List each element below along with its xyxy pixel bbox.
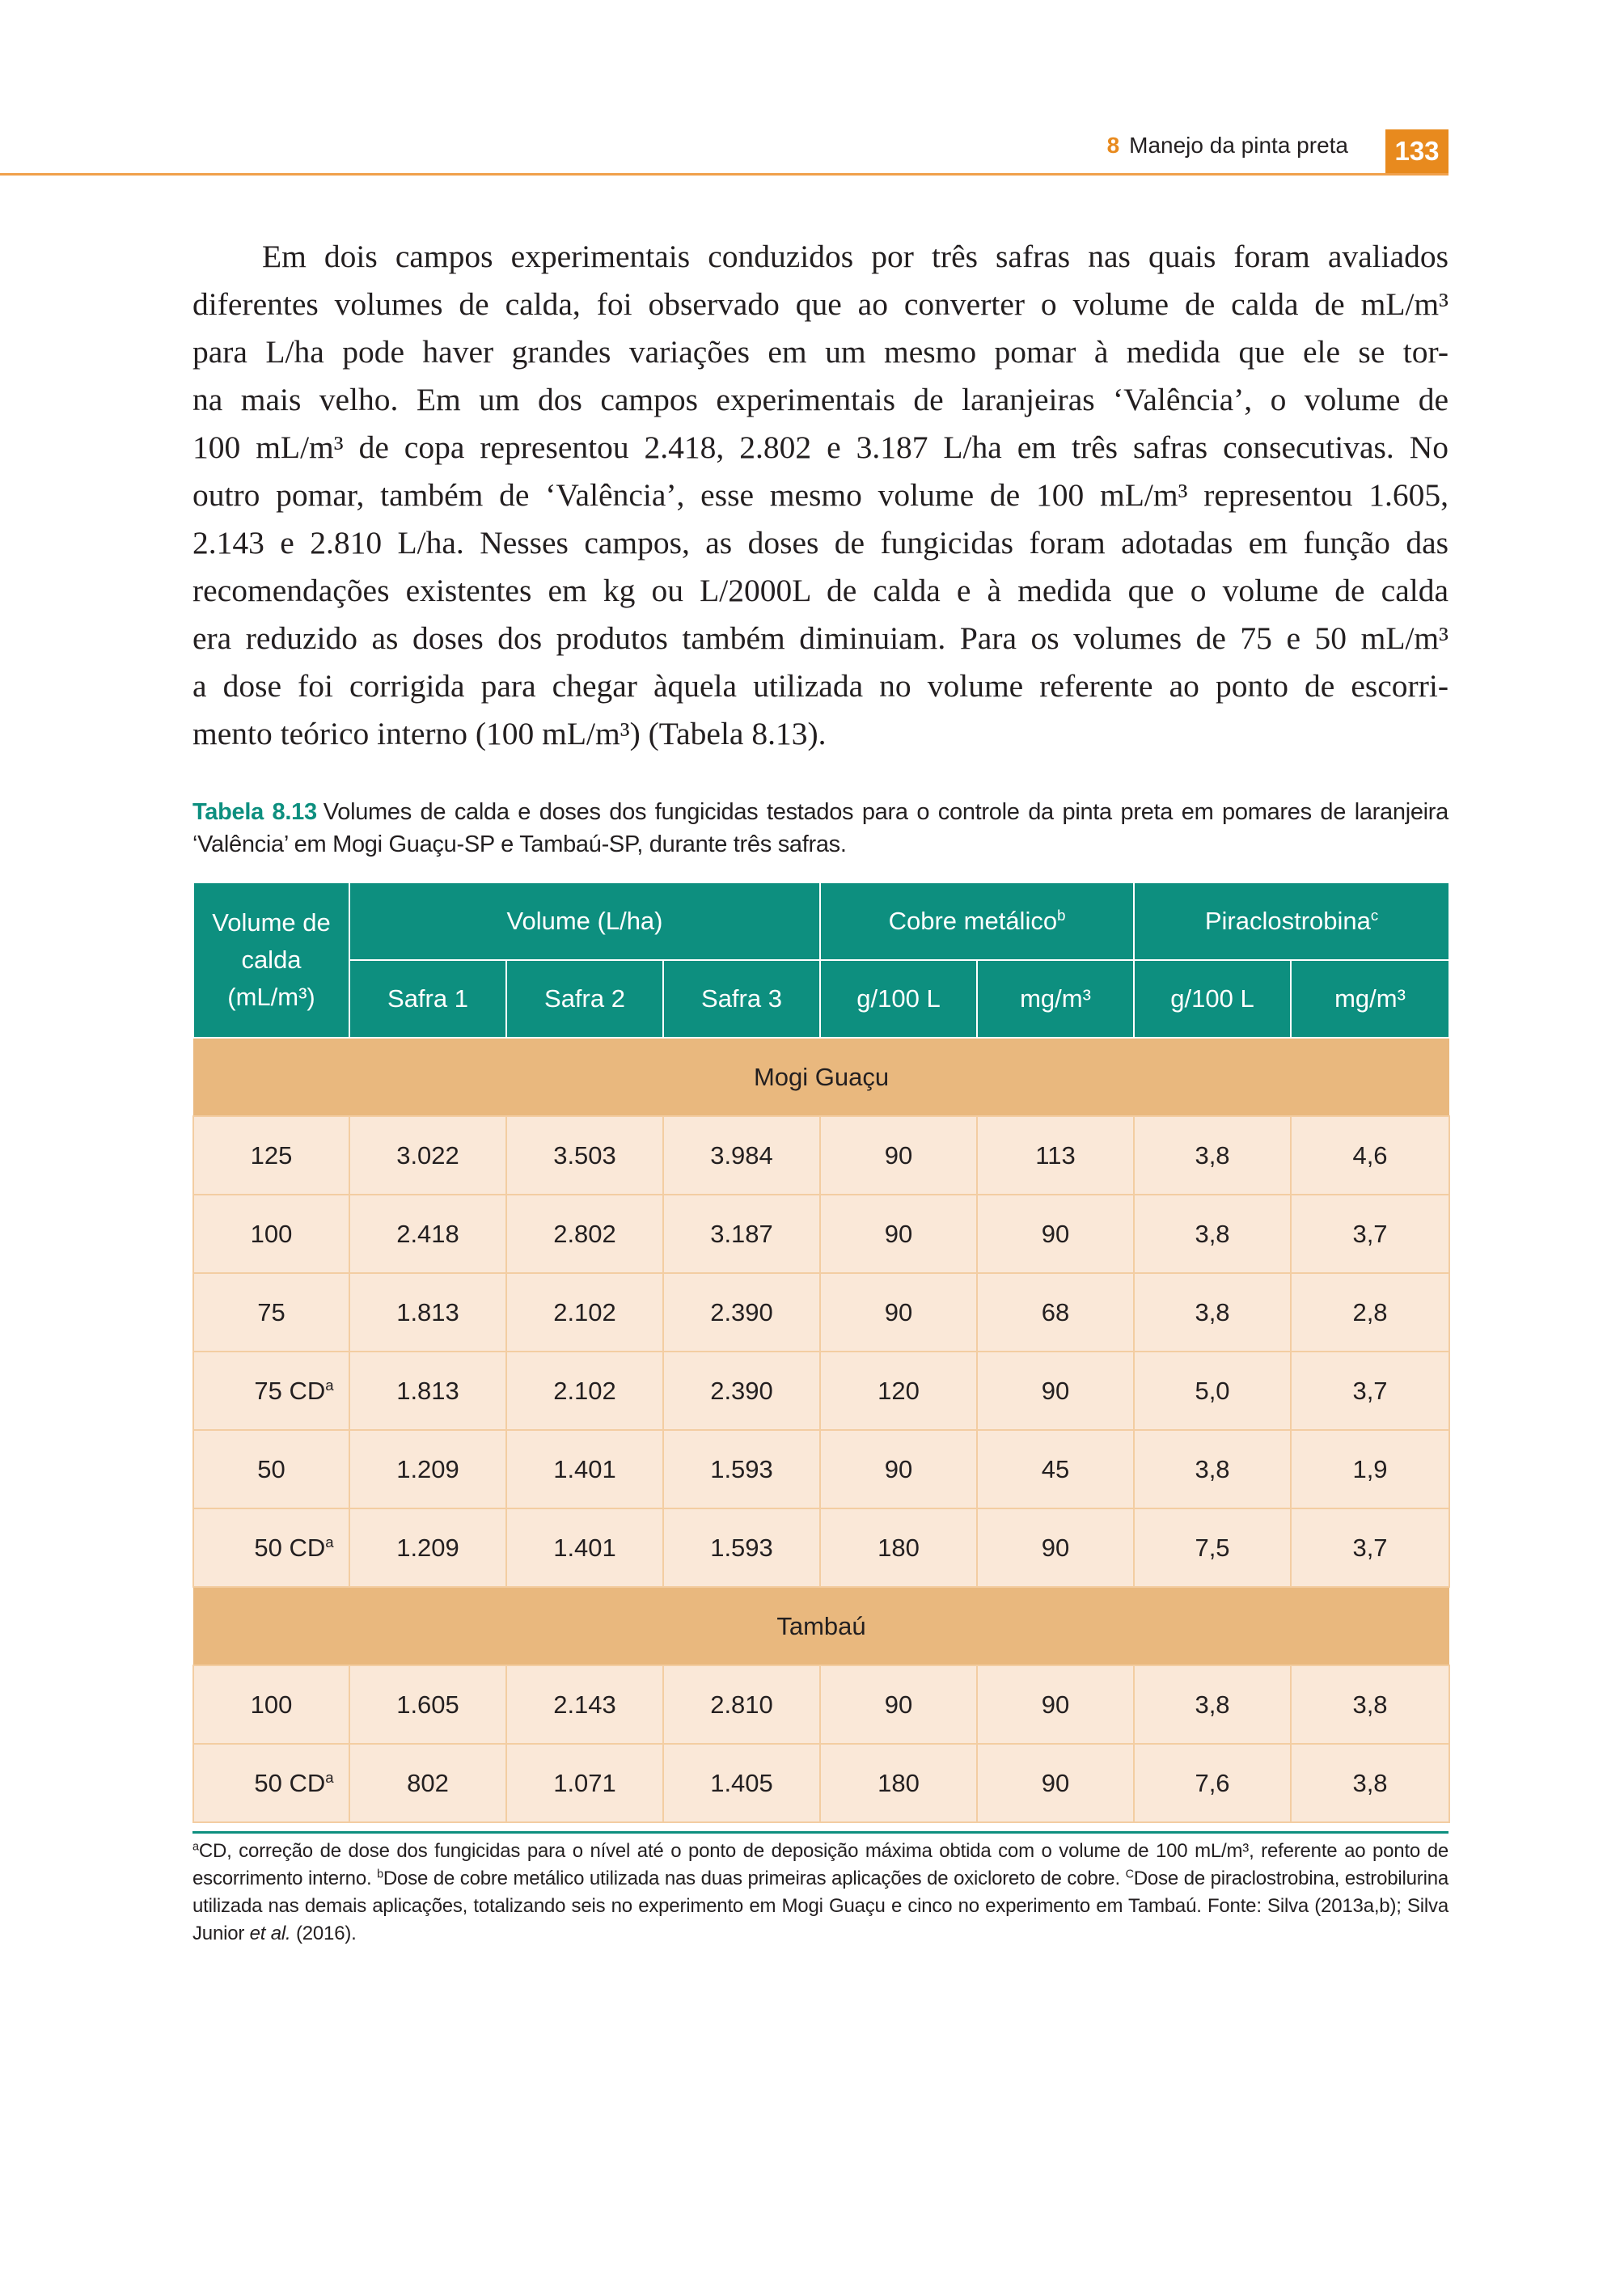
table-cell: 3.022 [349, 1116, 506, 1195]
table-cell: 2.102 [506, 1273, 663, 1352]
table-cell: 3,7 [1291, 1352, 1449, 1430]
table-cell: 2,8 [1291, 1273, 1449, 1352]
table-cell: 3,8 [1134, 1195, 1291, 1273]
group-label: Tambaú [193, 1587, 1449, 1665]
footnote-a: CD, correção de dose dos fungicidas para o nível até o ponto de deposição máxima obtida com o volume de 100 mL/m³, referente ao ponto de escorrimento interno. [192, 1840, 1448, 1889]
body-paragraph [192, 233, 1448, 758]
volume-calda-value [251, 1220, 293, 1248]
table-cell: 3,8 [1291, 1744, 1449, 1822]
table-cell: 1.401 [506, 1508, 663, 1587]
volume-calda-text: 75 CD [254, 1376, 326, 1405]
header-safra-2: Safra 2 [506, 960, 663, 1038]
caption-text: Volumes de calda e doses dos fungicidas testados para o controle da pinta preta em pomares de laranjeira ‘Valência’ em Mogi Guaçu-SP e Tambaú-SP, durante três safras. [192, 799, 1448, 857]
header-safra-3: Safra 3 [663, 960, 820, 1038]
data-table [192, 882, 1450, 1823]
table-cell: 4,6 [1291, 1116, 1449, 1195]
table-cell: 3,8 [1291, 1665, 1449, 1744]
table-cell: 90 [820, 1116, 977, 1195]
table-cell: 90 [820, 1273, 977, 1352]
table-cell: 1.813 [349, 1273, 506, 1352]
volume-calda-text: 75 [257, 1297, 285, 1326]
table-cell: 1,9 [1291, 1430, 1449, 1508]
table-cell: 3.187 [663, 1195, 820, 1273]
header-volume-calda-line1: Volume de [212, 908, 331, 937]
table-cell: 120 [820, 1352, 977, 1430]
header-piraclo-mgm3: mg/m³ [1291, 960, 1449, 1038]
volume-calda-text: 125 [250, 1140, 293, 1170]
table-cell: 1.593 [663, 1508, 820, 1587]
cd-footnote-marker: a [325, 1768, 334, 1786]
table-cell: 180 [820, 1508, 977, 1587]
paragraph-line: 100 mL/m³ de copa representou 2.418, 2.802 e 3.187 L/ha em três safras consecutivas. No [192, 429, 1448, 465]
paragraph-line: na mais velho. Em um dos campos experimentais de laranjeiras ‘Valência’, o volume de [192, 382, 1448, 417]
volume-calda-text: 100 [250, 1690, 293, 1719]
table-cell: 1.593 [663, 1430, 820, 1508]
paragraph-line: Em dois campos experimentais conduzidos por três safras nas quais foram avaliados [262, 239, 1448, 274]
volume-calda-cell [193, 1665, 349, 1744]
header-volume-lha: Volume (L/ha) [349, 882, 820, 960]
volume-calda-cell [193, 1116, 349, 1195]
volume-calda-value [254, 1377, 333, 1405]
table-cell: 1.209 [349, 1508, 506, 1587]
table-row [193, 1273, 1449, 1352]
footnote-et-al: et al. [249, 1923, 291, 1944]
table-cell: 90 [977, 1508, 1134, 1587]
footnote-c-sup: C [1125, 1868, 1134, 1881]
table-cell: 90 [820, 1430, 977, 1508]
volume-calda-value [251, 1141, 293, 1170]
table-cell: 3,7 [1291, 1508, 1449, 1587]
table-cell: 90 [977, 1744, 1134, 1822]
header-cobre-metalico [820, 882, 1134, 960]
table-row [193, 1352, 1449, 1430]
piraclo-label: Piraclostrobina [1204, 907, 1371, 935]
table-cell: 90 [820, 1665, 977, 1744]
page-number: 133 [1385, 129, 1448, 173]
header-safra-1: Safra 1 [349, 960, 506, 1038]
table-cell: 180 [820, 1744, 977, 1822]
volume-calda-cell [193, 1195, 349, 1273]
paragraph-line: recomendações existentes em kg ou L/2000L de calda e à medida que o volume de calda [192, 573, 1448, 608]
table-footnote [192, 1838, 1448, 1948]
footnote-year: (2016). [295, 1923, 357, 1944]
paragraph-line: era reduzido as doses dos produtos também diminuiam. Para os volumes de 75 e 50 mL/m³ [192, 620, 1448, 656]
header-cobre-g100l: g/100 L [820, 960, 977, 1038]
header-volume-calda-line3: (mL/m³) [227, 983, 315, 1011]
table-cell: 90 [977, 1665, 1134, 1744]
footnote-b-sup: b [377, 1868, 383, 1881]
table-cell: 7,6 [1134, 1744, 1291, 1822]
table-cell: 1.405 [663, 1744, 820, 1822]
chapter-number: 8 [1106, 133, 1120, 158]
header-piraclostrobina [1134, 882, 1449, 960]
table-cell: 90 [977, 1352, 1134, 1430]
table-cell: 802 [349, 1744, 506, 1822]
header-volume-calda-line2: calda [241, 946, 302, 974]
table-caption [192, 796, 1448, 861]
table-body [193, 1038, 1449, 1822]
caption-label: Tabela 8.13 [192, 799, 317, 825]
table-bottom-rule [192, 1831, 1448, 1834]
footnote-c: Dose de piraclostrobina, estrobilurina utilizada nas demais aplicações, totalizando seis no experimento em Mogi Guaçu e cinco no experimento em Tambaú. Fonte: Silva (2013a,b); Silva Junior [192, 1868, 1448, 1944]
table-row [193, 1195, 1449, 1273]
table-cell: 1.605 [349, 1665, 506, 1744]
table-cell: 1.071 [506, 1744, 663, 1822]
volume-calda-cell [193, 1273, 349, 1352]
paragraph-line: a dose foi corrigida para chegar àquela utilizada no volume referente ao ponto de escorri- [192, 668, 1448, 704]
volume-calda-cell [193, 1352, 349, 1430]
cd-footnote-marker: a [325, 1533, 334, 1551]
table-cell: 68 [977, 1273, 1134, 1352]
table-cell: 2.802 [506, 1195, 663, 1273]
table-cell: 3,8 [1134, 1273, 1291, 1352]
volume-calda-value [257, 1455, 285, 1483]
table-row [193, 1508, 1449, 1587]
paragraph-line: diferentes volumes de calda, foi observado que ao converter o volume de calda de mL/m³ [192, 286, 1448, 322]
table-row [193, 1665, 1449, 1744]
header-piraclo-g100l: g/100 L [1134, 960, 1291, 1038]
cd-footnote-marker: a [325, 1376, 334, 1394]
table-cell: 2.390 [663, 1273, 820, 1352]
table-cell: 113 [977, 1116, 1134, 1195]
table-cell: 90 [820, 1195, 977, 1273]
paragraph-line: outro pomar, também de ‘Valência’, esse mesmo volume de 100 mL/m³ representou 1.605, [192, 477, 1448, 513]
group-row [193, 1587, 1449, 1665]
table-row [193, 1744, 1449, 1822]
table-cell: 3,7 [1291, 1195, 1449, 1273]
table-cell: 5,0 [1134, 1352, 1291, 1430]
table-cell: 3.503 [506, 1116, 663, 1195]
table-cell: 1.813 [349, 1352, 506, 1430]
cobre-label: Cobre metálico [888, 907, 1058, 935]
volume-calda-text: 50 [257, 1454, 285, 1483]
table-cell: 1.401 [506, 1430, 663, 1508]
table-cell: 45 [977, 1430, 1134, 1508]
volume-calda-text: 100 [250, 1219, 293, 1248]
piraclo-sup: c [1370, 906, 1379, 924]
volume-calda-cell [193, 1430, 349, 1508]
header-cobre-mgm3: mg/m³ [977, 960, 1134, 1038]
table-cell: 3,8 [1134, 1116, 1291, 1195]
volume-calda-text: 50 CD [254, 1533, 326, 1562]
table-cell: 2.390 [663, 1352, 820, 1430]
table-row [193, 1116, 1449, 1195]
volume-calda-cell [193, 1508, 349, 1587]
volume-calda-text: 50 CD [254, 1768, 326, 1797]
table-cell: 2.143 [506, 1665, 663, 1744]
header-chapter [1107, 133, 1348, 159]
header-volume-calda [193, 882, 349, 1038]
chapter-title: Manejo da pinta preta [1129, 133, 1348, 158]
footnote-a-sup: a [192, 1840, 199, 1854]
volume-calda-value [257, 1298, 285, 1326]
table-cell: 3,8 [1134, 1665, 1291, 1744]
group-label: Mogi Guaçu [193, 1038, 1449, 1116]
table-cell: 90 [977, 1195, 1134, 1273]
table-cell: 3,8 [1134, 1430, 1291, 1508]
volume-calda-value [251, 1690, 293, 1719]
table-cell: 2.418 [349, 1195, 506, 1273]
cobre-sup: b [1057, 906, 1066, 924]
paragraph-line: para L/ha pode haver grandes variações em um mesmo pomar à medida que ele se tor- [192, 334, 1448, 370]
table-row [193, 1430, 1449, 1508]
table-cell: 1.209 [349, 1430, 506, 1508]
footnote-b: Dose de cobre metálico utilizada nas duas primeiras aplicações de oxicloreto de cobre. [383, 1868, 1120, 1889]
table-cell: 2.810 [663, 1665, 820, 1744]
group-row [193, 1038, 1449, 1116]
volume-calda-cell [193, 1744, 349, 1822]
paragraph-line: 2.143 e 2.810 L/ha. Nesses campos, as doses de fungicidas foram adotadas em função das [192, 525, 1448, 561]
table-cell: 7,5 [1134, 1508, 1291, 1587]
table-cell: 3.984 [663, 1116, 820, 1195]
volume-calda-value [254, 1534, 333, 1562]
volume-calda-value [254, 1769, 333, 1797]
table-cell: 2.102 [506, 1352, 663, 1430]
paragraph-line: mento teórico interno (100 mL/m³) (Tabela 8.13). [192, 716, 827, 751]
running-header [0, 129, 1448, 176]
